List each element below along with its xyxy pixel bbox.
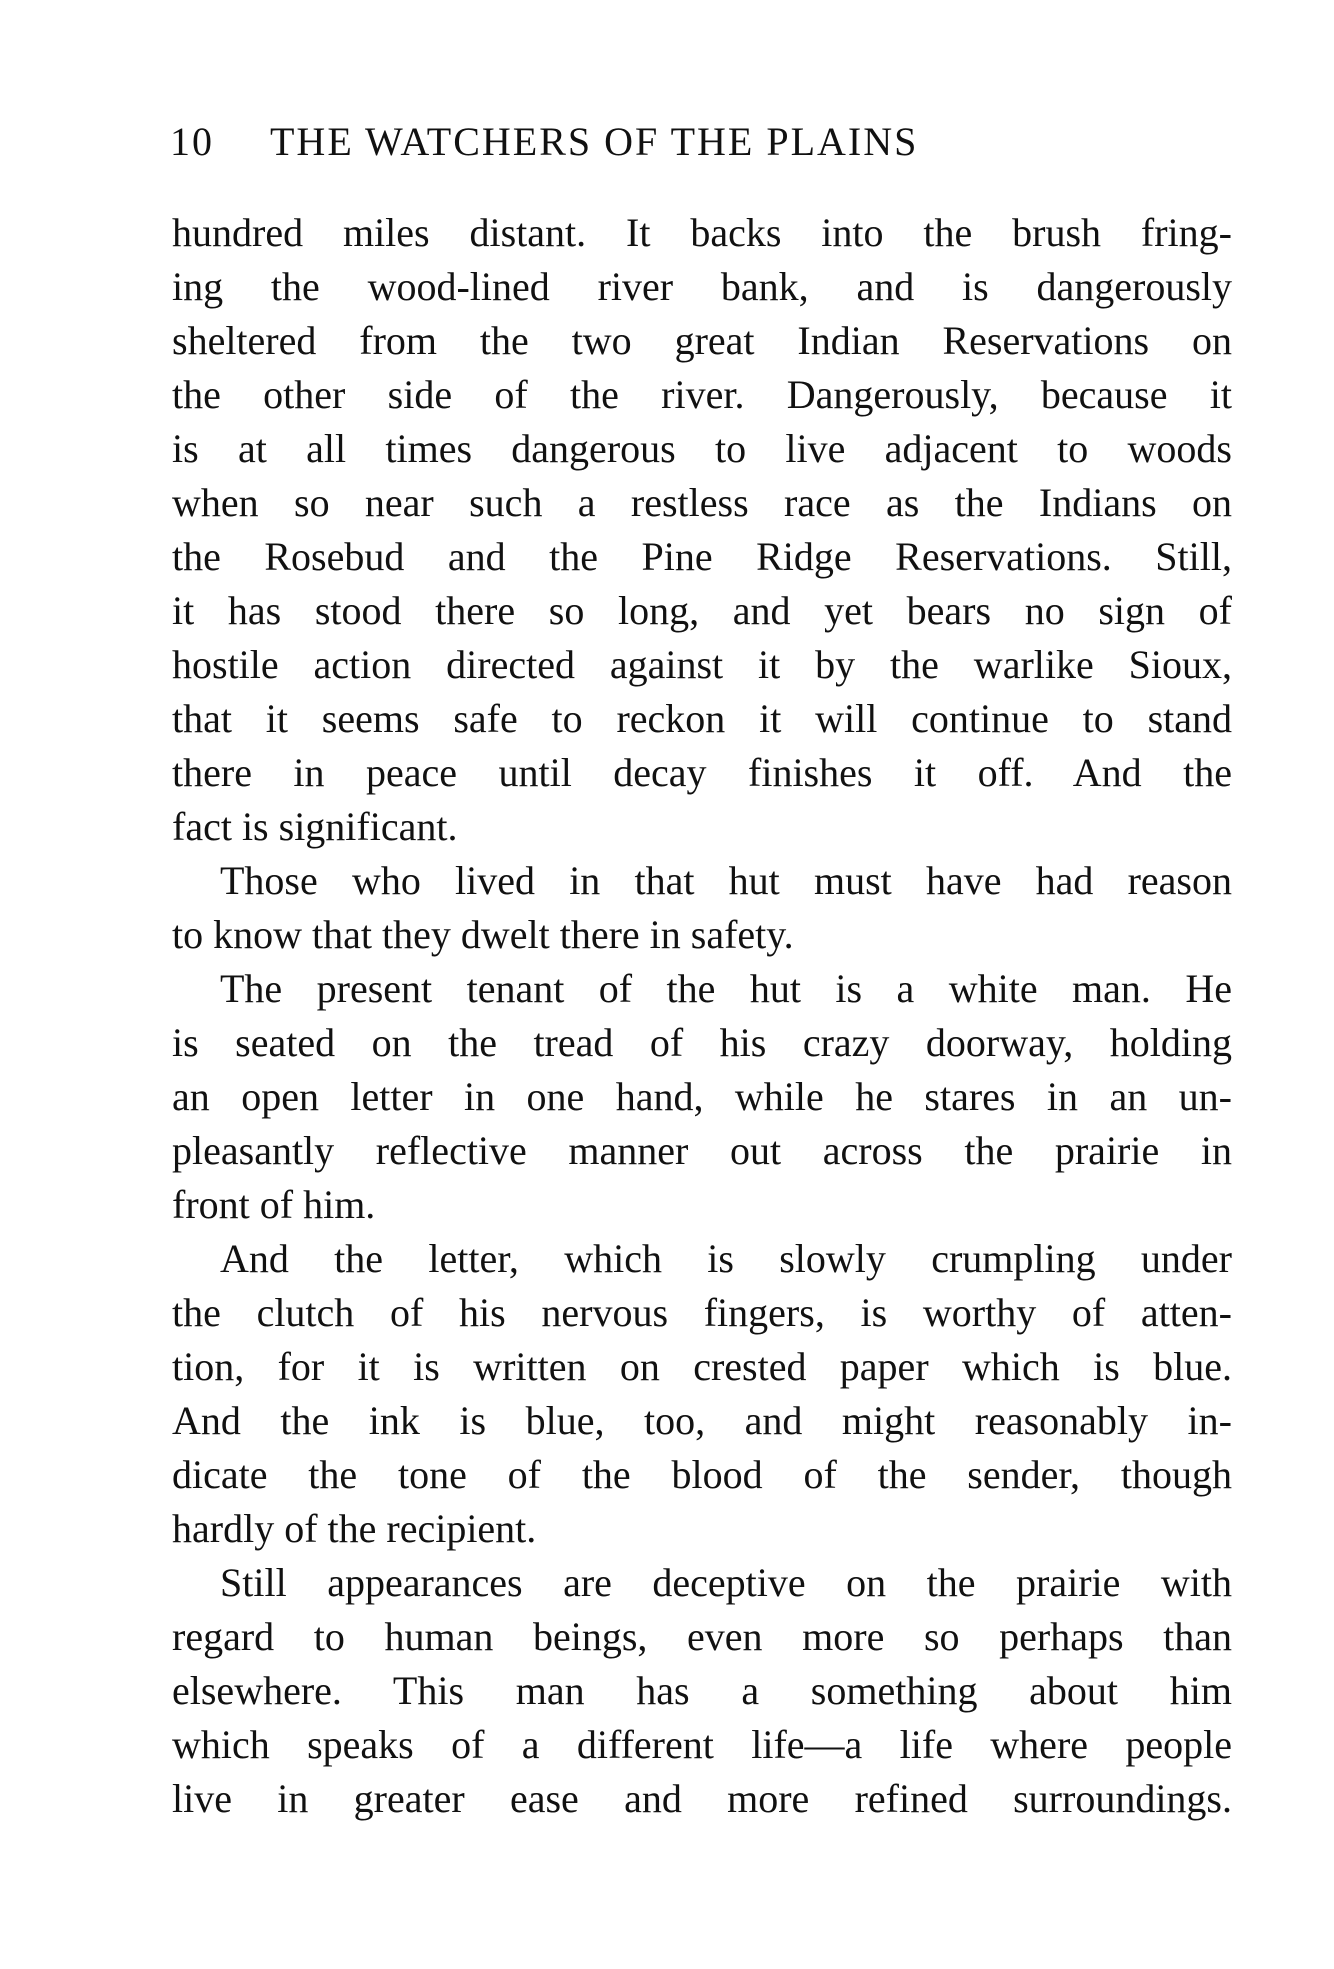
text-line: The present tenant of the hut is a white man. He xyxy=(220,966,1232,1011)
paragraph-2 xyxy=(172,854,1232,962)
page-number: 10 xyxy=(170,119,214,164)
text-line: there in peace until decay finishes it off. And the xyxy=(172,750,1232,795)
text-line: regard to human beings, even more so perhaps than xyxy=(172,1614,1232,1659)
text-line: hundred miles distant. It backs into the brush fring- xyxy=(172,210,1232,255)
text-line: Those who lived in that hut must have had reason xyxy=(220,858,1232,903)
text-line: the clutch of his nervous fingers, is worthy of atten- xyxy=(172,1290,1232,1335)
text-line: to know that they dwelt there in safety. xyxy=(172,912,794,957)
text-line: hostile action directed against it by the warlike Sioux, xyxy=(172,642,1232,687)
text-line: which speaks of a different life—a life where people xyxy=(172,1722,1232,1767)
text-line: And the letter, which is slowly crumpling under xyxy=(220,1236,1232,1281)
text-line: tion, for it is written on crested paper which is blue. xyxy=(172,1344,1232,1389)
body-text xyxy=(172,206,1232,1826)
paragraph-5 xyxy=(172,1556,1232,1826)
text-line: And the ink is blue, too, and might reasonably in- xyxy=(172,1398,1232,1443)
text-line: it has stood there so long, and yet bears no sign of xyxy=(172,588,1232,633)
text-line: is at all times dangerous to live adjacent to woods xyxy=(172,426,1232,471)
text-line: when so near such a restless race as the Indians on xyxy=(172,480,1232,525)
text-line: pleasantly reflective manner out across the prairie in xyxy=(172,1128,1232,1173)
text-line: front of him. xyxy=(172,1182,376,1227)
text-line: ing the wood-lined river bank, and is dangerously xyxy=(172,264,1232,309)
paragraph-1 xyxy=(172,206,1232,854)
text-line: the other side of the river. Dangerously, because it xyxy=(172,372,1232,417)
running-title: THE WATCHERS OF THE PLAINS xyxy=(270,119,919,164)
text-line: dicate the tone of the blood of the sender, though xyxy=(172,1452,1232,1497)
paragraph-4 xyxy=(172,1232,1232,1556)
text-line: that it seems safe to reckon it will continue to stand xyxy=(172,696,1232,741)
text-line: is seated on the tread of his crazy doorway, holding xyxy=(172,1020,1232,1065)
text-line: Still appearances are deceptive on the prairie with xyxy=(220,1560,1232,1605)
text-line: the Rosebud and the Pine Ridge Reservations. Still, xyxy=(172,534,1232,579)
text-line: sheltered from the two great Indian Reservations on xyxy=(172,318,1232,363)
text-line: an open letter in one hand, while he stares in an un- xyxy=(172,1074,1232,1119)
paragraph-3 xyxy=(172,962,1232,1232)
text-line: hardly of the recipient. xyxy=(172,1506,537,1551)
text-line: fact is significant. xyxy=(172,804,458,849)
running-head xyxy=(170,112,1170,172)
text-line: elsewhere. This man has a something about him xyxy=(172,1668,1232,1713)
text-line: live in greater ease and more refined surroundings. xyxy=(172,1776,1232,1821)
